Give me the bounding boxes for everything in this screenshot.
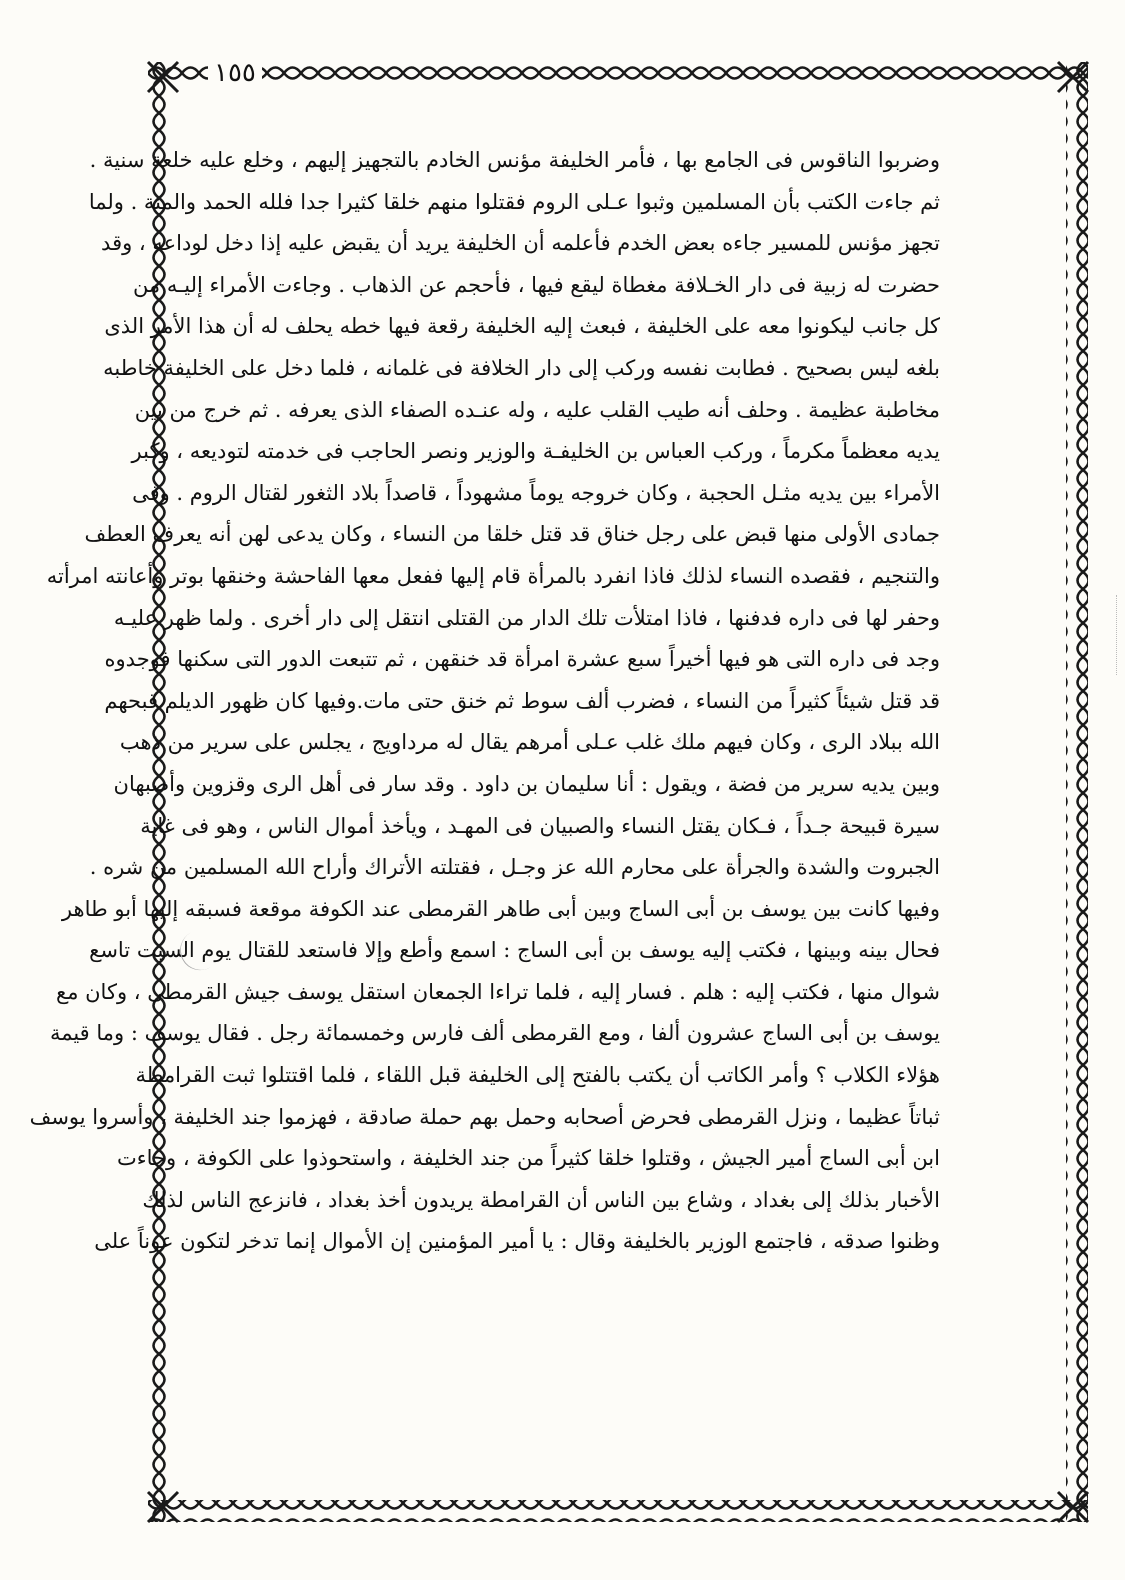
text-line: شوال منها ، فكتب إليه : هلم . فسار إليه ، فلما تراءا الجمعان استقل يوسف جيش القرمطى ، وكان مع [56, 979, 940, 1004]
text-line: وبين يديه سرير من فضة ، ويقول : أنا سليمان بن داود . وقد سار فى أهل الرى وقزوين وأصبهان [113, 771, 940, 796]
text-line: هؤلاء الكلاب ؟ وأمر الكاتب أن يكتب بالفتح إلى الخليفة قبل اللقاء ، فلما اقتتلوا ثبت القرامطة [135, 1063, 940, 1088]
text-line: والتنجيم ، فقصده النساء لذلك فاذا انفرد بالمرأة قام إليها ففعل معها الفاحشة وخنقها بوتر وأعانته امرأته [46, 563, 940, 588]
text-line: وظنوا صدقه ، فاجتمع الوزير بالخليفة وقال : يا أمير المؤمنين إن الأموال إنما تدخر لتكون عوناً على [94, 1229, 940, 1254]
text-line: مخاطبة عظيمة . وحلف أنه طيب القلب عليه ، وله عنـده الصفاء الذى يعرفه . ثم خرج من بين [134, 397, 940, 422]
text-line: وفيها كانت بين يوسف بن أبى الساج وبين أبى طاهر القرمطى عند الكوفة موقعة فسبقه إليها أبو طاهر [61, 896, 940, 921]
text-line: ابن أبى الساج أمير الجيش ، وقتلوا خلقا كثيراً من جند الخليفة ، واستحوذوا على الكوفة ، وجاءت [117, 1146, 940, 1171]
text-line: فحال بينه وبينها ، فكتب إليه يوسف بن أبى الساج : اسمع وأطع وإلا فاستعد للقتال يوم السبت تاسع [89, 938, 940, 963]
text-line: الجبروت والشدة والجرأة على محارم الله عز وجـل ، فقتلته الأتراك وأراح الله المسلمين من شره . [89, 855, 940, 880]
text-line: حضرت له زبية فى دار الخـلافة مغطاة ليقع فيها ، فأحجم عن الذهاب . وجاءت الأمراء إليـه من [132, 272, 940, 297]
text-line: الأخبار بذلك إلى بغداد ، وشاع بين الناس أن القرامطة يريدون أخذ بغداد ، فانزعج الناس لذلك [142, 1187, 940, 1212]
text-line: يوسف بن أبى الساج عشرون ألفا ، ومع القرمطى ألف فارس وخمسمائة رجل . فقال يوسف : وما قيمة [49, 1021, 940, 1046]
text-line: ثباتاً عظيما ، ونزل القرمطى فحرض أصحابه وحمل بهم حملة صادقة ، فهزموا جند الخليفة ، وأسروا يوسف [29, 1104, 940, 1129]
text-line: تجهز مؤنس للمسير جاءه بعض الخدم فأعلمه أن الخليفة يريد أن يقبض عليه إذا دخل لوداعه ، وقد [101, 231, 940, 256]
text-line: وجد فى داره التى هو فيها أخيراً سبع عشرة امرأة قد خنقهن ، ثم تتبعت الدور التى سكنها فوجدوه [104, 647, 940, 672]
text-line: كل جانب ليكونوا معه على الخليفة ، فبعث إليه الخليفة رقعة فيها خطه يحلف له أن هذا الأمر الذى [104, 314, 940, 339]
text-line: الأمراء بين يديه مثـل الحجبة ، وكان خروجه يوماً مشهوداً ، قاصداً بلاد الثغور لقتال الروم . وفى [132, 480, 940, 505]
body-text [29, 140, 940, 1263]
text-line: الله ببلاد الرى ، وكان فيهم ملك غلب عـلى أمرهم يقال له مرداويج ، يجلس على سرير من ذهب [119, 730, 940, 755]
text-line: بلغه ليس بصحيح . فطابت نفسه وركب إلى دار الخلافة فى غلمانه ، فلما دخل على الخليفة خاطبه [103, 355, 940, 380]
text-line: يديه معظماً مكرماً ، وركب العباس بن الخليفـة والوزير ونصر الحاجب فى خدمته لتوديعه ، وكبر [131, 439, 940, 464]
page-number: ١٥٥ [208, 58, 262, 88]
text-line: وحفر لها فى داره فدفنها ، فاذا امتلأت تلك الدار من القتلى انتقل إلى دار أخرى . ولما ظهر عليـه [113, 605, 940, 630]
text-line: قد قتل شيئاً كثيراً من النساء ، فضرب ألف سوط ثم خنق حتى مات.وفيها كان ظهور الديلم قبحهم [104, 688, 940, 713]
text-line: جمادى الأولى منها قبض على رجل خناق قد قتل خلقا من النساء ، وكان يدعى لهن أنه يعرف العطف [84, 522, 940, 547]
text-line: سيرة قبيحة جـداً ، فـكان يقتل النساء والصبيان فى المهـد ، ويأخذ أموال الناس ، وهو فى غاية [140, 813, 940, 838]
text-line: وضربوا الناقوس فى الجامع بها ، فأمر الخليفة مؤنس الخادم بالتجهيز إليهم ، وخلع عليه خلعة سنية . [89, 148, 940, 172]
text-line: ثم جاءت الكتب بأن المسلمين وثبوا عـلى الروم فقتلوا منهم خلقا كثيرا جدا فلله الحمد والمنة . ولما [88, 189, 940, 214]
scan-artifact [1096, 595, 1117, 675]
